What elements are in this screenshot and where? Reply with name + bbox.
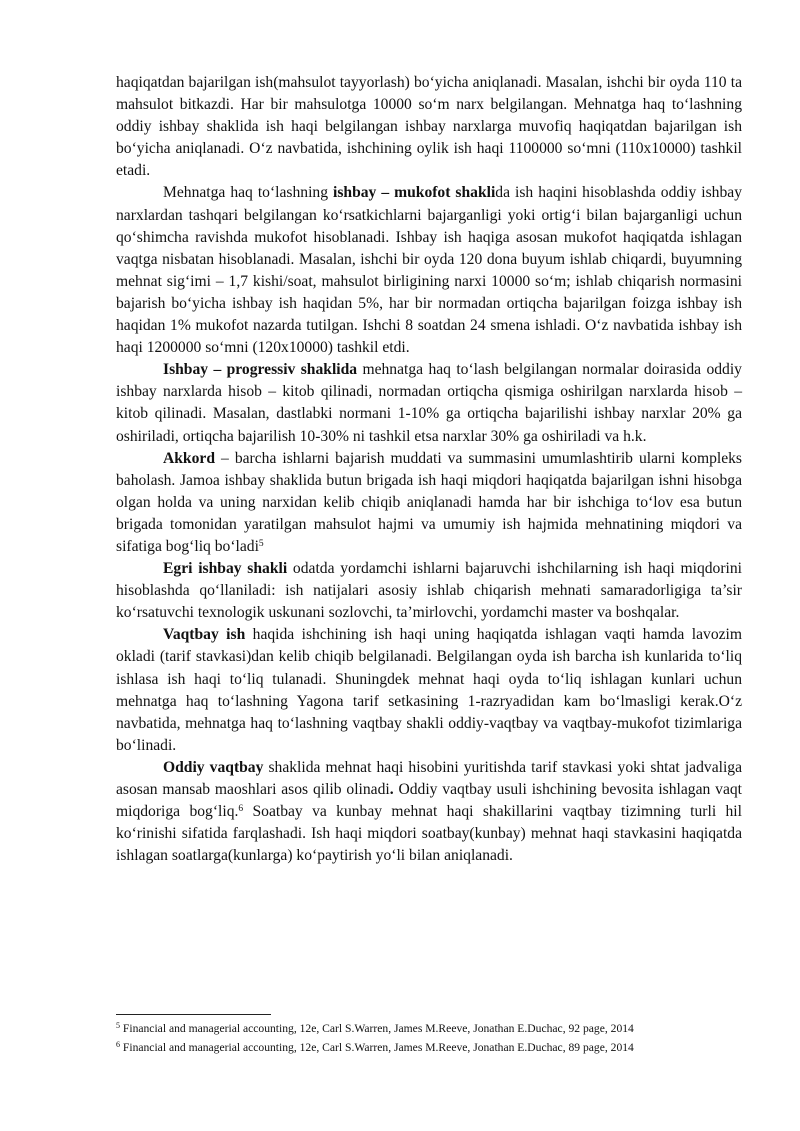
term-oddiy-vaqtbay: Oddiy vaqtbay: [163, 758, 264, 776]
term-akkord: Akkord: [163, 449, 215, 467]
footnote-number: 6: [116, 1040, 120, 1049]
paragraph-1: [116, 72, 742, 182]
paragraph-text: Oddiy vaqtbay usuli ishchining bevosita ishlagan vaqt miqdoriga bog‘liq.: [116, 781, 743, 821]
term-egri-ishbay: Egri ishbay shakli: [163, 560, 288, 578]
footnote-text: Financial and managerial accounting, 12e, Carl S.Warren, James M.Reeve, Jonathan E.Duchac, 92 page, 2014: [120, 1022, 634, 1035]
paragraph-2: [116, 182, 742, 359]
bold-period: .: [389, 781, 394, 798]
paragraph-text: Soatbay va kunbay mehnat haqi shakillarini vaqtbay tizimning turli hil ko‘rinishi sifatida farqlashadi. Ish haqi miqdori soatbay(kunbay) mehnat haqi stavkasini haqiqatda ishlagan soatlarga(kunlarga) ko‘paytirish yo‘li bilan aniqlanadi.: [116, 803, 742, 865]
footnote-text: Financial and managerial accounting, 12e, Carl S.Warren, James M.Reeve, Jonathan E.Duchac, 89 page, 2014: [120, 1041, 634, 1054]
footnotes: [116, 1019, 756, 1057]
paragraph-6: [116, 624, 742, 757]
footnote-ref-5[interactable]: 5: [258, 538, 264, 549]
paragraph-text: odatda yordamchi ishlarni bajaruvchi ishchilarning ish haqi miqdorini hisoblashda qo‘llaniladi: ish natijalari asosiy ishlab chiqarish mehnati samaradorligiga ta’sir ko‘rsatuvchi texnologik uskunani sozlovchi, ta’mirlovchi, yordamchi master va boshqalar.: [116, 560, 742, 622]
paragraph-text: shaklida mehnat haqi hisobini yuritishda tarif stavkasi yoki shtat jadvaliga asosan mansab maoshlari asos qilib olinadi: [116, 758, 742, 798]
term-ishbay-mukofot: ishbay – mukofot shakli: [333, 184, 496, 202]
footnote-number: 5: [116, 1021, 120, 1030]
paragraph-4: [116, 448, 742, 558]
paragraph-text: Mehnatga haq to‘lashning: [163, 184, 333, 202]
footnote-5: [116, 1019, 756, 1038]
paragraph-text: haqiqatdan bajarilgan ish(mahsulot tayyorlash) bo‘yicha aniqlanadi. Masalan, ishchi bir oyda 110 ta mahsulot bitkazdi. Har bir mahsulotga 10000 so‘m narx belgilangan. Mehnatga haq to‘lashning oddiy ishbay shaklida ish haqi belgilangan ishbay narxlarga muvofiq haqiqatdan bajarilgan ish bo‘yicha aniqlanadi. O‘z navbatida, ishchining oylik ish haqi 1100000 so‘mni (110x10000) tashkil etadi.: [116, 74, 742, 180]
document-body: [116, 72, 742, 867]
paragraph-text: da ish haqini hisoblashda oddiy ishbay narxlardan tashqari belgilangan ko‘rsatkichlarni bajarganligi yoki ortig‘i bilan bajarganligi uchun qo‘shimcha ravishda mukofot hisoblanadi. Ishbay ish haqiga asosan mukofot haqiqatda ishlagan vaqtga nisbatan hisoblanadi. Masalan, ishchi bir oyda 120 dona buyum ishlab chiqardi, buyumning mehnat sig‘imi – 1,7 kishi/soat, mahsulot birligining narxi 10000 so‘m; ishlab chiqarish normasini bajarish bo‘yicha ishbay ish haqidan 5%, har bir normadan ortiqcha bajarilgan foizga ishbay ish haqidan 1% mukofot nazarda tutilgan. Ishchi 8 soatdan 24 smena ishladi. O‘z navbatida ishbay ish haqi 1200000 so‘mni (120x10000) tashkil etdi.: [116, 184, 742, 357]
paragraph-text: mehnatga haq to‘lash belgilangan normalar doirasida oddiy ishbay narxlarda hisob – kitob qilinadi, normadan ortiqcha qismiga oshirilgan narxlarda hisob – kitob qilinadi. Masalan, dastlabki normani 1-10% ga ortiqcha bajarilishi ishbay narxlar 20% ga oshiriladi, ortiqcha bajarilish 10-30% ni tashkil etsa narxlar 30% ga oshiriladi va h.k.: [116, 361, 742, 445]
footnote-separator: [116, 1014, 271, 1015]
term-ishbay-progressiv: Ishbay – progressiv shaklida: [163, 361, 358, 379]
term-vaqtbay-ish: Vaqtbay ish: [163, 626, 246, 644]
footnote-ref-6[interactable]: 6: [238, 804, 244, 815]
paragraph-text: – barcha ishlarni bajarish muddati va summasini umumlashtirib ularni kompleks baholash. Jamoa ishbay shaklida butun brigada ish haqi miqdori haqiqatda bajarilgan ishni hisobga olgan holda va uning narxidan kelib chiqib aniqlanadi hamda har bir ishchiga to‘lov esa butun brigada tomonidan yaratilgan mahsulot hajmi va umumiy ish hajmida mehnatining miqdori va sifatiga bog‘liq bo‘ladi: [116, 449, 742, 555]
paragraph-3: [116, 359, 742, 447]
footnote-6: [116, 1038, 756, 1057]
paragraph-5: [116, 558, 742, 624]
paragraph-text: haqida ishchining ish haqi uning haqiqatda ishlagan vaqti hamda lavozim okladi (tarif stavkasi)dan kelib chiqib belgilanadi. Belgilangan oyda ish barcha ish kunlarida to‘liq ishlasa ish haqi to‘liq tulanadi. Shuningdek mehnat haqi oyda to‘liq ishlagan kunlari uchun mehnatga haq to‘lashning Yagona tarif setkasining 1-razryadidan kam bo‘lmasligi kerak.O‘z navbatida, mehnatga haq to‘lashning vaqtbay shakli oddiy-vaqtbay va vaqtbay-mukofot tizimlariga bo‘linadi.: [116, 626, 742, 754]
paragraph-7: [116, 757, 742, 867]
